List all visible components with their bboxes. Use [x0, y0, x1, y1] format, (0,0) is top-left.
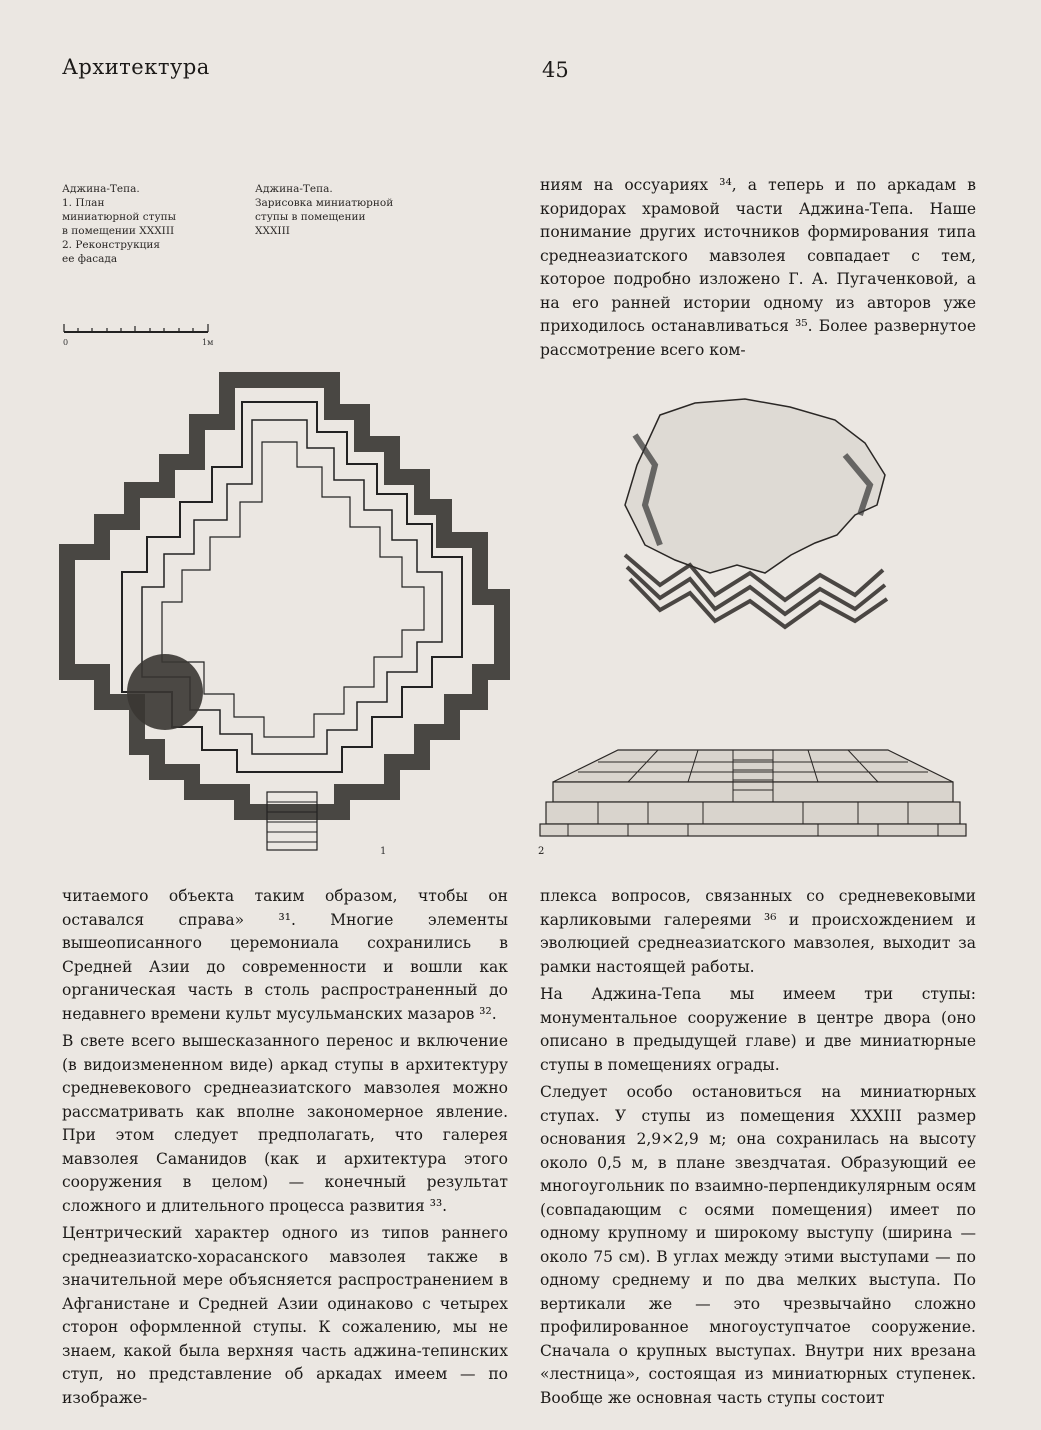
figure-caption-right: Аджина-Тепа. Зарисовка миниатюрной ступы в помещении XXXIII — [255, 183, 394, 237]
stupa-plan-drawing — [62, 372, 508, 857]
figure-number-1: 1 — [380, 846, 387, 857]
figure-number-2: 2 — [538, 846, 545, 857]
stupa-sketch-drawing — [615, 395, 905, 635]
paragraph: Следует особо остановиться на миниатюрных ступах. У ступы из помещения XXXIII размер основания 2,9×2,9 м; она сохранилась на высоту около 0,5 м, в плане звездчатая. Образующий ее многоугольник по взаимно-перпендикулярным осям (совпадающим с осями помещения) имеет по одному крупному и широкому выступу (ширина — около 75 см). В углах между этими выступами — по одному среднему и по два мелких выступа. По вертикали же — это чрезвычайно сложно профилированное многоуступчатое сооружение. Сначала о крупных выступах. Внутри них врезана «лестница», состоящая из миниатюрных ступенек. Вообще же основная часть ступы состоит — [540, 1083, 976, 1407]
paragraph: плекса вопросов, связанных со средневековыми карликовыми галереями ³⁶ и происхождением и эволюцией среднеазиатского мавзолея, выходит за рамки настоящей работы. — [540, 887, 976, 976]
figure-caption-left: Аджина-Тепа. 1. План миниатюрной ступы в помещении XXXIII 2. Реконструкция ее фасада — [62, 183, 176, 265]
scale-bar — [62, 318, 212, 348]
stupa-facade-reconstruction — [538, 742, 968, 842]
text-column-left-bottom — [62, 885, 508, 1414]
text-column-right-bottom — [540, 885, 976, 1414]
paragraph: ниям на оссуариях ³⁴, а теперь и по аркадам в коридорах храмовой части Аджина-Тепа. Наше понимание других источников формирования типа среднеазиатского мавзолея совпадает с тем, которое подробно изложено Г. А. Пугаченковой, а на его ранней истории одному из авторов уже приходилось останавливаться ³⁵. Более развернутое рассмотрение всего ком- — [540, 176, 976, 359]
scale-start-label: 0 — [63, 338, 69, 347]
running-head: Архитектура — [62, 55, 210, 79]
paragraph: читаемого объекта таким образом, чтобы он оставался справа» ³¹. Многие элементы вышеописанного церемониала сохранились в Средней Азии до современности и вошли как органическая часть в столь распространенный до недавнего времени культ мусульманских мазаров ³². — [62, 887, 508, 1023]
paragraph: В свете всего вышесказанного перенос и включение (в видоизмененном виде) аркад ступы в архитектуру средневекового среднеазиатского мавзолея можно рассматривать как вполне закономерное явление. При этом следует предполагать, что галерея мавзолея Саманидов (как и архитектура этого сооружения в целом) — конечный результат сложного и длительного процесса развития ³³. — [62, 1032, 508, 1215]
paragraph: На Аджина-Тепа мы имеем три ступы: монументальное сооружение в центре двора (оно описано в предыдущей главе) и две миниатюрные ступы в помещениях ограды. — [540, 985, 976, 1074]
scale-end-label: 1м — [202, 338, 214, 347]
paragraph: Центрический характер одного из типов раннего среднеазиатско-хорасанского мавзолея также в значительной мере объясняется распространением в Афганистане и Средней Азии одинаково с четырех сторон оформленной ступы. К сожалению, мы не знаем, какой была верхняя часть аджина-тепинских ступ, но представление об аркадах имеем — по изображе- — [62, 1224, 508, 1407]
page-number: 45 — [542, 58, 569, 82]
text-column-right-top — [540, 174, 976, 366]
